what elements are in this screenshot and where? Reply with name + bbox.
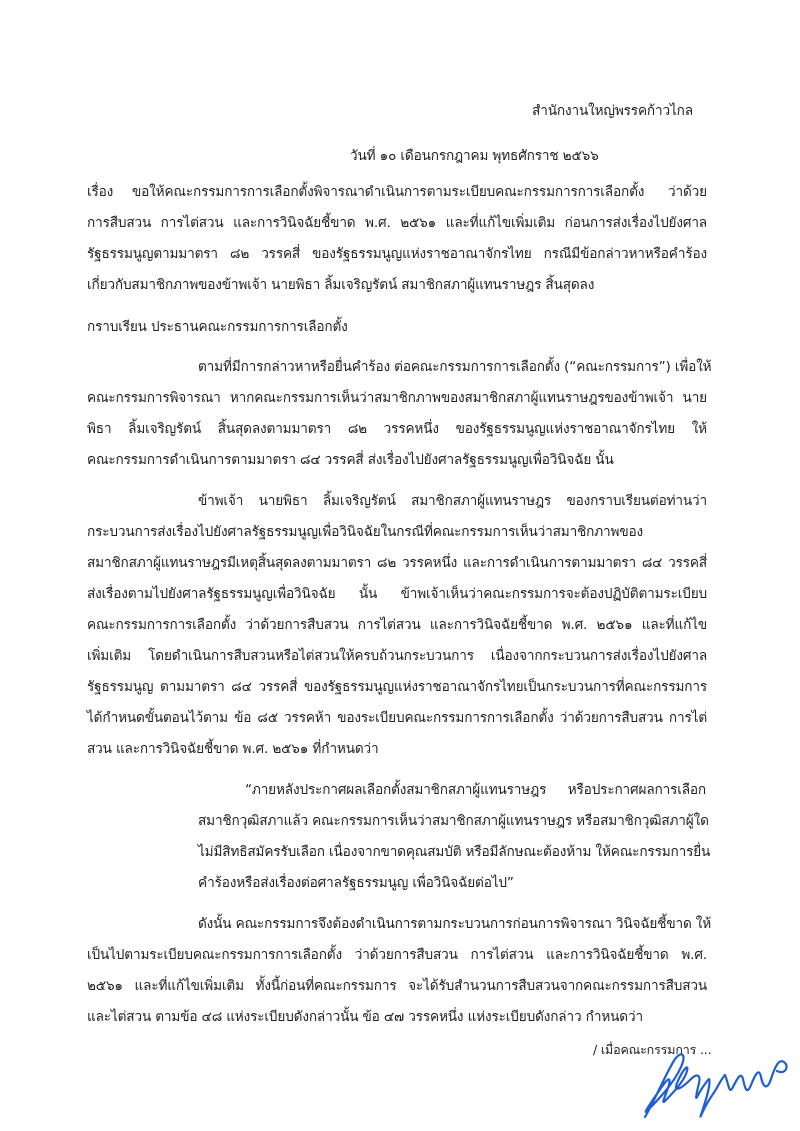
- subject-line: ขอให้คณะกรรมการการเลือกตั้งพิจารณาดำเนินการตามระเบียบคณะกรรมการการเลือกตั้ง ว่าด้วย: [132, 184, 707, 200]
- paragraph-line: รัฐธรรมนูญ ตามมาตรา ๘๔ วรรคสี่ ของรัฐธรรมนูญแห่งราชอาณาจักรไทยเป็นกระบวนการที่คณะกรรมการ: [87, 679, 707, 695]
- subject-label: เรื่อง: [87, 184, 114, 200]
- paragraph-line: เพิ่มเติม โดยดำเนินการสืบสวนหรือไต่สวนให้ครบถ้วนกระบวนการ เนื่องจากกระบวนการส่งเรื่องไปยังศาล: [87, 648, 707, 664]
- paragraph-line: สวน และการวินิจฉัยชี้ขาด พ.ศ. ๒๕๖๑ ที่กำหนดว่า: [87, 741, 379, 757]
- quote-line: คำร้องหรือส่งเรื่องต่อศาลรัฐธรรมนูญ เพื่อวินิจฉัยต่อไป”: [198, 875, 514, 891]
- quote-line: สมาชิกวุฒิสภาแล้ว คณะกรรมการเห็นว่าสมาชิกสภาผู้แทนราษฎร หรือสมาชิกวุฒิสภาผู้ใด: [198, 813, 709, 829]
- paragraph-line: ตามที่มีการกล่าวหาหรือยื่นคำร้อง ต่อคณะกรรมการการเลือกตั้ง (“คณะกรรมการ”) เพื่อให้: [198, 359, 712, 375]
- paragraph-line: พิธา ลิ้มเจริญรัตน์ สิ้นสุดลงตามมาตรา ๘๒ วรรคหนึ่ง ของรัฐธรรมนูญแห่งราชอาณาจักรไทย ให้: [87, 421, 707, 437]
- paragraph-line: ส่งเรื่องตามไปยังศาลรัฐธรรมนูญเพื่อวินิจฉัย นั้น ข้าพเจ้าเห็นว่าคณะกรรมการจะต้องปฏิบัติตามระเบียบ: [87, 586, 707, 602]
- handwritten-signature-icon: [625, 1045, 795, 1125]
- quote-line: “ภายหลังประกาศผลเลือกตั้งสมาชิกสภาผู้แทนราษฎร หรือประกาศผลการเลือก: [245, 782, 706, 798]
- page-continuation: / เมื่อคณะกรรมการ ...: [593, 1042, 712, 1057]
- subject-line: การสืบสวน การไต่สวน และการวินิจฉัยชี้ขาด พ.ศ. ๒๕๖๑ และที่แก้ไขเพิ่มเติม ก่อนการส่งเรื่องไปยังศาล: [87, 215, 707, 231]
- paragraph-line: เป็นไปตามระเบียบคณะกรรมการการเลือกตั้ง ว่าด้วยการสืบสวน การไต่สวน และการวินิจฉัยชี้ขาด พ.ศ.: [87, 947, 707, 963]
- paragraph-line: คณะกรรมการการเลือกตั้ง ว่าด้วยการสืบสวน การไต่สวน และการวินิจฉัยชี้ขาด พ.ศ. ๒๕๖๑ และที่แก้ไข: [87, 617, 707, 633]
- office-heading: สำนักงานใหญ่พรรคก้าวไกล: [532, 103, 693, 119]
- paragraph-line: กระบวนการส่งเรื่องไปยังศาลรัฐธรรมนูญเพื่อวินิจฉัยในกรณีที่คณะกรรมการเห็นว่าสมาชิกภาพของ: [87, 524, 643, 540]
- document-date: วันที่ ๑๐ เดือนกรกฎาคม พุทธศักราช ๒๕๖๖: [350, 148, 599, 164]
- paragraph-line: ข้าพเจ้า นายพิธา ลิ้มเจริญรัตน์ สมาชิกสภาผู้แทนราษฎร ของกราบเรียนต่อท่านว่า: [198, 493, 707, 509]
- quote-line: ไม่มีสิทธิสมัครรับเลือก เนื่องจากขาดคุณสมบัติ หรือมีลักษณะต้องห้าม ให้คณะกรรมการยื่น: [198, 844, 711, 860]
- paragraph-line: ๒๕๖๑ และที่แก้ไขเพิ่มเติม ทั้งนี้ก่อนที่คณะกรรมการ จะได้รับสำนวนการสืบสวนจากคณะกรรมการสืบสวน: [87, 978, 707, 994]
- salutation: กราบเรียน ประธานคณะกรรมการการเลือกตั้ง: [87, 319, 348, 335]
- subject-line: เกี่ยวกับสมาชิกภาพของข้าพเจ้า นายพิธา ลิ้มเจริญรัตน์ สมาชิกสภาผู้แทนราษฎร สิ้นสุดลง: [87, 277, 595, 293]
- paragraph-line: ดังนั้น คณะกรรมการจึงต้องดำเนินการตามกระบวนการก่อนการพิจารณา วินิจฉัยชี้ขาด ให้: [198, 916, 712, 932]
- paragraph-line: ได้กำหนดขั้นตอนไว้ตาม ข้อ ๘๕ วรรคห้า ของระเบียบคณะกรรมการการเลือกตั้ง ว่าด้วยการสืบสวน การไต่: [87, 710, 707, 726]
- paragraph-line: คณะกรรมการดำเนินการตามมาตรา ๘๔ วรรคสี่ ส่งเรื่องไปยังศาลรัฐธรรมนูญเพื่อวินิจฉัย นั้น: [87, 452, 614, 468]
- subject-line: รัฐธรรมนูญตามมาตรา ๘๒ วรรคสี่ ของรัฐธรรมนูญแห่งราชอาณาจักรไทย กรณีมีข้อกล่าวหาหรือคำร้อง: [87, 246, 707, 262]
- paragraph-line: คณะกรรมการพิจารณา หากคณะกรรมการเห็นว่าสมาชิกภาพของสมาชิกสภาผู้แทนราษฎรของข้าพเจ้า นาย: [87, 390, 707, 406]
- paragraph-line: สมาชิกสภาผู้แทนราษฎรมีเหตุสิ้นสุดลงตามมาตรา ๘๒ วรรคหนึ่ง และการดำเนินการตามมาตรา ๘๔ วรรคสี่: [87, 555, 707, 571]
- paragraph-line: และไต่สวน ตามข้อ ๔๘ แห่งระเบียบดังกล่าวนั้น ข้อ ๔๗ วรรคหนึ่ง แห่งระเบียบดังกล่าว กำหนดว่า: [87, 1009, 643, 1025]
